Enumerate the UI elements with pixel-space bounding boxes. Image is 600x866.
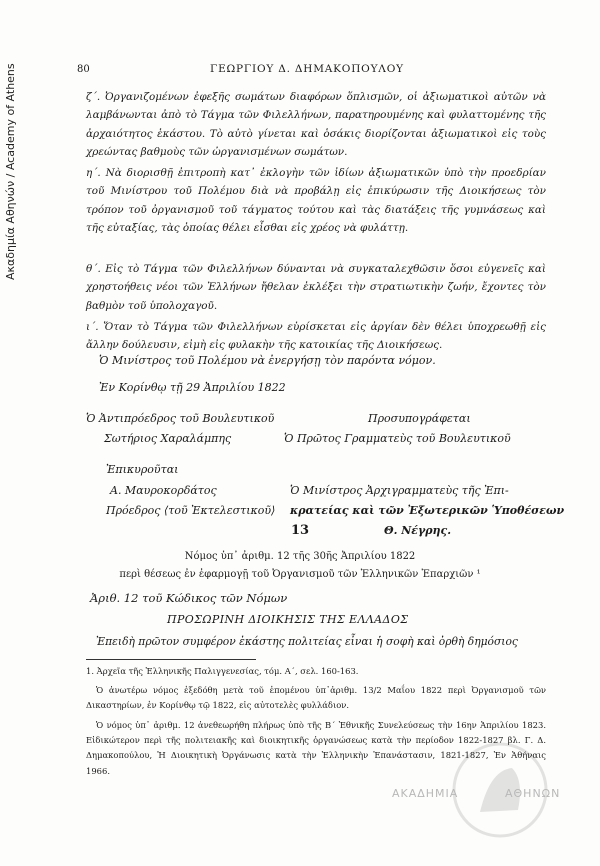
academy-watermark-vertical — [4, 40, 24, 280]
article-zeta: ζ΄. Ὀργανιζομένων ἐφεξῆς σωμάτων διαφόρων ὅπλισμῶν, οἱ ἀξιωματικοὶ αὐτῶν νὰ λαμβάνωνται ἀπὸ τὸ Τάγμα τῶν Φιλελλήνων, παρατηρουμένης καὶ φυλαττομένης τῆς ἀρχαιότητος ἑκάστου. Τὸ αὐτὸ γίνεται καὶ ὁσάκις διορίζονται ἀξιωματικοὶ εἰς τοὺς χρεώντας βαθμοὺς τῶν ὠργανισμένων σωμάτων. — [86, 91, 546, 158]
chief-secretary-line-2: κρατείας καὶ τῶν Ἐξωτερικῶν Ὑποθέσεων — [290, 504, 565, 517]
footnote-1: 1. Ἀρχεῖα τῆς Ἑλληνικῆς Παλιγγενεσίας, τόμ. Α΄, σελ. 160-163. — [86, 666, 359, 676]
ratified-label: Ἐπικυροῦται — [106, 463, 179, 476]
place-date: Ἐν Κορίνθῳ τῇ 29 Ἀπριλίου 1822 — [99, 381, 286, 394]
bottom-watermark-right: ΑΘΗΝΩΝ — [505, 787, 561, 800]
code-reference: Ἀριθ. 12 τοῦ Κώδικος τῶν Νόμων — [90, 591, 288, 605]
article-theta: θ΄. Εἰς τὸ Τάγμα τῶν Φιλελλήνων δύνανται νὰ συγκαταλεχθῶσιν ὅσοι εὐγενεῖς καὶ χρηστοήθεις νέοι τῶν Ἑλλήνων ἤθελαν ἐκλέξει τὴν στρατιωτικὴν ζωήν, ἔχοντες τὸν βαθμὸν τοῦ ὑπολοχαγοῦ. — [86, 263, 546, 312]
document-number: 13 — [290, 523, 310, 538]
vice-president-title: Ὁ Ἀντιπρόεδρος τοῦ Βουλευτικοῦ — [86, 412, 275, 425]
chief-secretary-line-1: Ὁ Μινίστρος Ἀρχιγραμματεὺς τῆς Ἐπι- — [290, 484, 509, 497]
footnote-1-note: Ὁ ἀνωτέρω νόμος ἐξεδόθη μετὰ τοῦ ἑπομένου ὑπ᾿ἀριθμ. 13/2 Μαΐου 1822 περὶ Ὀργανισμοῦ τῶν Δικαστηρίων, ἐν Κορίνθῳ τῷ 1822, εἰς αὐτοτελὲς φυλλάδιον. — [86, 685, 546, 711]
negris-name: Θ. Νέγρης. — [384, 524, 452, 537]
vice-president-name: Σωτήριος Χαραλάμπης — [104, 432, 232, 445]
closing-line: Ὁ Μινίστρος τοῦ Πολέμου νὰ ἐνεργήσῃ τὸν παρόντα νόμον. — [99, 354, 436, 367]
opening-line: Ἐπειδὴ πρῶτον συμφέρον ἑκάστης πολιτείας εἶναι ἡ σοφὴ καὶ ὀρθὴ δημόσιος — [96, 635, 518, 648]
footnote-rule — [86, 659, 256, 660]
countersigned-label: Προσυπογράφεται — [368, 412, 471, 425]
first-secretary-title: Ὁ Πρῶτος Γραμματεὺς τοῦ Βουλευτικοῦ — [284, 432, 511, 445]
footnote-1-revision: Ὁ νόμος ὑπ᾿ ἀριθμ. 12 ἀνεθεωρήθη πλήρως ὑπὸ τῆς Β΄ Ἐθνικῆς Συνελεύσεως τὴν 16ην Ἀπριλίου 1823. Εἰδικώτερον περὶ τῆς πολιτειακῆς καὶ διοικητικῆς ὀργανώσεως κατὰ τὴν περίοδον 1822-1827 βλ. Γ. Δ. Δημακοπούλου, Ἡ Διοικητικὴ Ὀργάνωσις κατὰ τὴν Ἑλληνικὴν Ἐπανάστασιν, 1821-1827, Ἐν Ἀθήναις 1966. — [86, 720, 546, 776]
page-number: 80 — [77, 64, 90, 75]
government-title: ΠΡΟΣΩΡΙΝΗ ΔΙΟΙΚΗΣΙΣ ΤΗΣ ΕΛΛΑΔΟΣ — [167, 613, 409, 626]
mavrokordatos-name: Α. Μαυροκορδάτος — [110, 484, 217, 497]
academy-watermark-text: Ακαδημία Αθηνών / Academy of Athens — [4, 63, 17, 280]
bottom-watermark-left: ΑΚΑΔΗΜΙΑ — [392, 787, 459, 800]
article-iota: ι΄. Ὅταν τὸ Τάγμα τῶν Φιλελλήνων εὑρίσκεται εἰς ἀργίαν δὲν θέλει ὑποχρεωθῇ εἰς ἄλλην δούλευσιν, εἰμὴ εἰς φυλακὴν τῆς κατοικίας τῆς Διοικήσεως. — [86, 321, 546, 352]
law-subheading: περὶ θέσεως ἐν ἐφαρμογῇ τοῦ Ὀργανισμοῦ τῶν Ἑλληνικῶν Ἐπαρχιῶν ¹ — [119, 569, 481, 580]
law-heading: Νόμος ὑπ᾿ ἀριθμ. 12 τῆς 30ῆς Ἀπριλίου 1822 — [184, 551, 416, 562]
executive-president-title: Πρόεδρος ⟨τοῦ Ἐκτελεστικοῦ⟩ — [106, 504, 276, 517]
running-head: ΓΕΩΡΓΙΟΥ Δ. ΔΗΜΑΚΟΠΟΥΛΟΥ — [210, 63, 404, 75]
article-eta: η΄. Νὰ διορισθῇ ἐπιτροπὴ κατ᾿ ἐκλογὴν τῶν ἰδίων ἀξιωματικῶν ὑπὸ τὴν προεδρίαν τοῦ Μινίστρου τοῦ Πολέμου διὰ νὰ προβάλῃ εἰς ἐπικύρωσιν τῆς Διοικήσεως τὸν τρόπον τοῦ ὀργανισμοῦ τοῦ τάγματος τούτου καὶ τὰς διατάξεις τῆς γυμνάσεως καὶ τῆς εὐταξίας, τὰς ὁποίας θέλει εἶσθαι εἰς χρέος νὰ φυλάττῃ. — [86, 167, 546, 234]
